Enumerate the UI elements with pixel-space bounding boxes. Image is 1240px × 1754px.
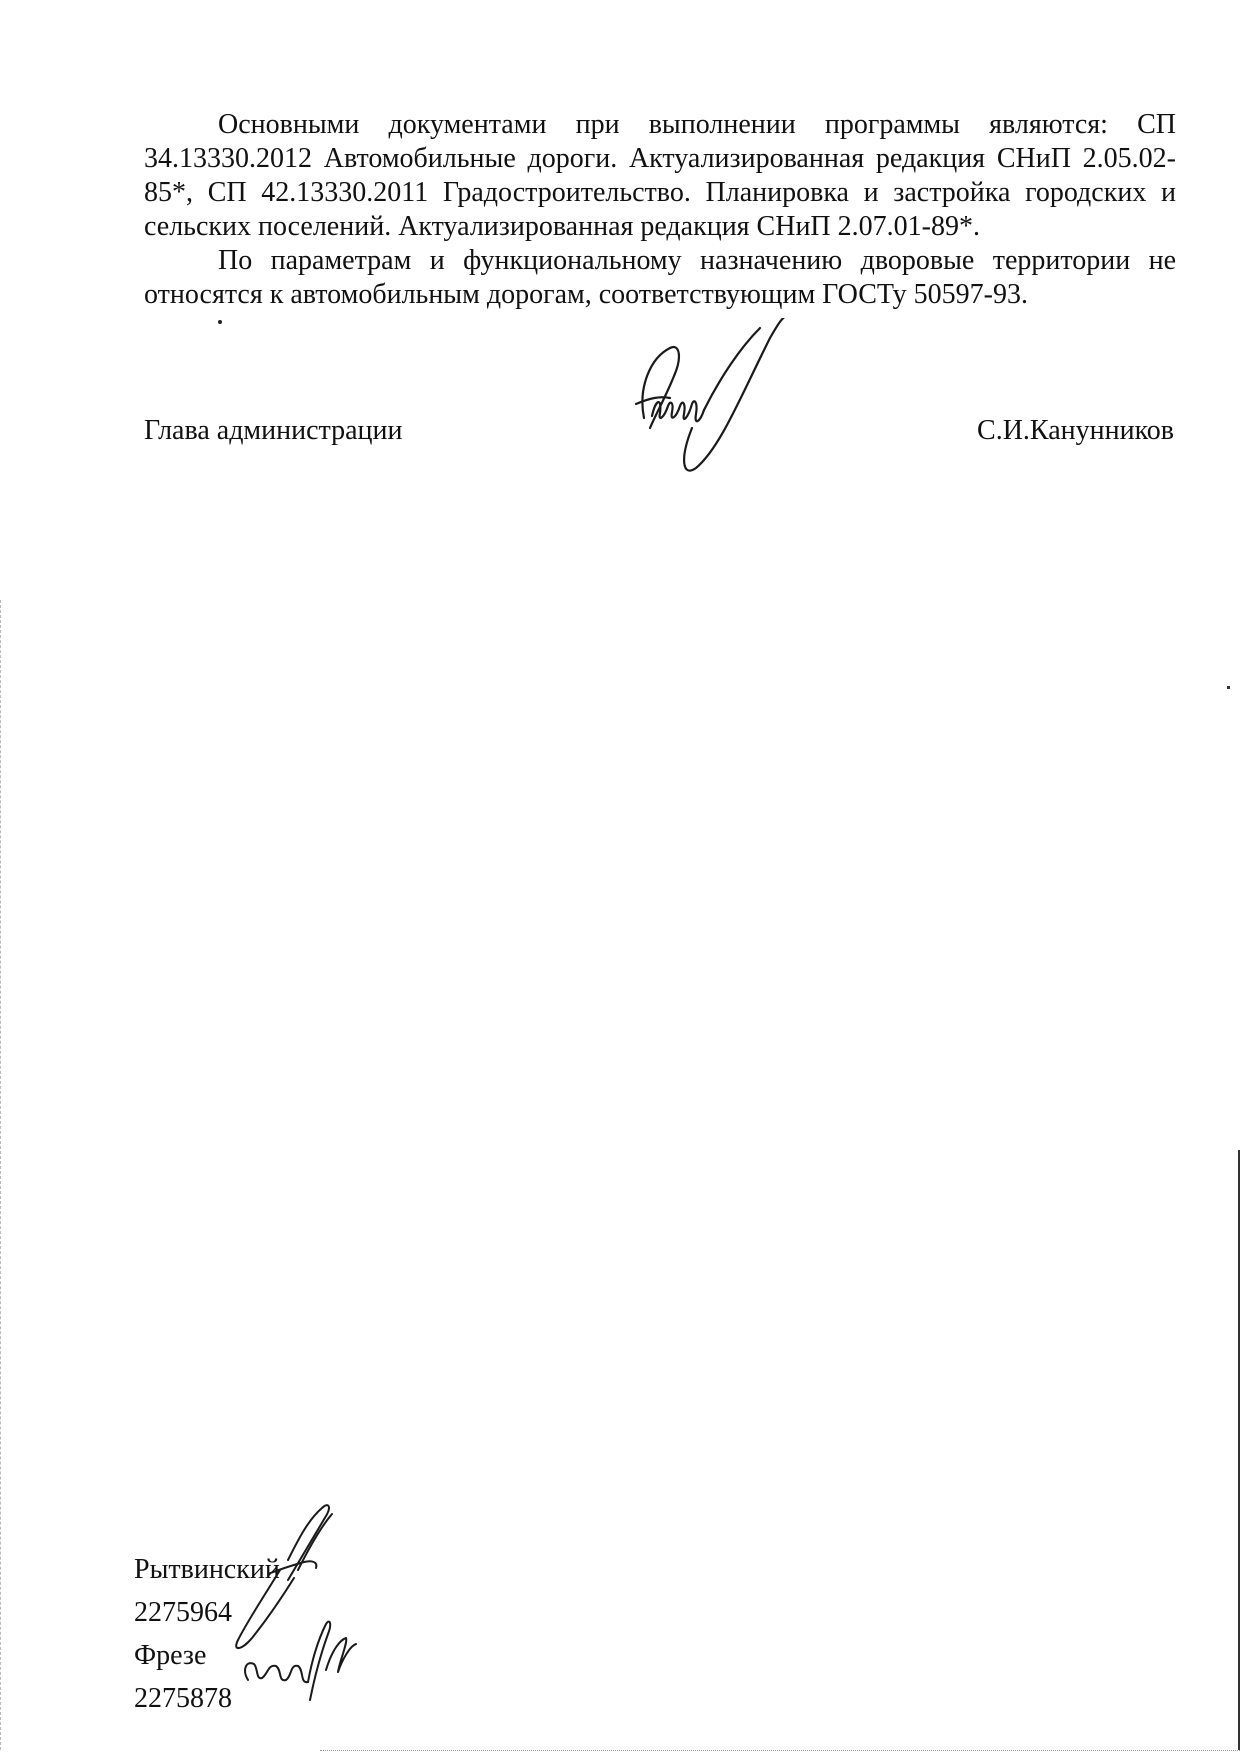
executor-phone: 2275964 — [134, 1597, 232, 1628]
signer-position: Глава администрации — [144, 415, 403, 446]
stray-dot — [218, 320, 222, 324]
scan-speck — [1227, 686, 1230, 689]
signer-name: С.И.Канунников — [977, 415, 1174, 446]
executor-name: Рытвинский — [134, 1554, 280, 1585]
handwritten-signature-head — [630, 318, 830, 493]
executor-name: Фрезе — [134, 1640, 207, 1671]
executor-phone: 2275878 — [134, 1683, 232, 1714]
document-body — [144, 108, 1176, 312]
paragraph-yard-territories: По параметрам и функциональному назначению дворовые территории не относятся к автомобильным дорогам, соответствующим ГОСТу 50597-93. — [144, 245, 1176, 310]
handwritten-signature-executors — [228, 1500, 388, 1710]
paragraph-main-documents: Основными документами при выполнении программы являются: СП 34.13330.2012 Автомобильные дороги. Актуализированная редакция СНиП 2.05.02-85*, СП 42.13330.2011 Градостроительство. Планировка и застройка городских и сельских поселений. Актуализированная редакция СНиП 2.07.01-89*. — [144, 109, 1176, 242]
scan-edge-left — [0, 600, 3, 1750]
scan-edge-bottom — [320, 1750, 1240, 1752]
